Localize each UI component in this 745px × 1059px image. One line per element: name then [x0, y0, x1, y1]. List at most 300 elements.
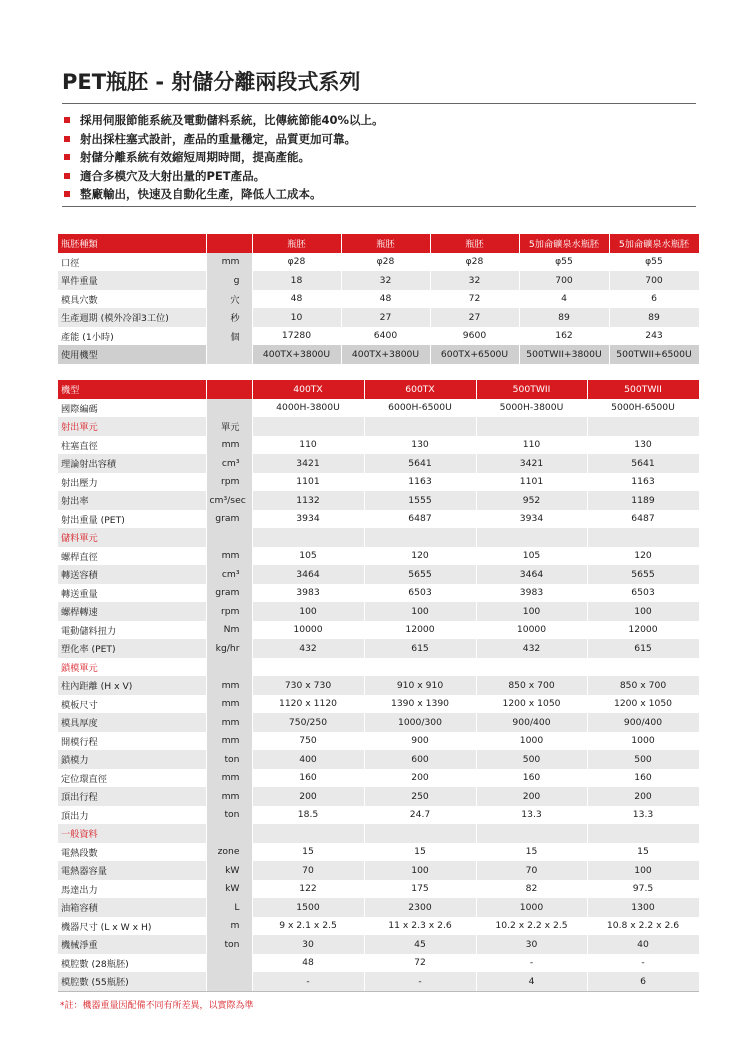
row-unit: 穴	[206, 290, 252, 309]
table-cell: 700	[609, 271, 699, 290]
table-row	[58, 584, 699, 603]
preform-spec-table	[58, 234, 700, 364]
row-label: 模具穴數	[58, 290, 206, 309]
table-cell	[587, 658, 699, 677]
row-label: 使用機型	[58, 345, 206, 364]
table-cell: 6487	[587, 510, 699, 529]
row-label: 轉送容積	[58, 565, 206, 584]
row-label: 柱內距離 (H x V)	[58, 676, 206, 695]
table-cell: 3983	[252, 584, 364, 603]
row-unit	[206, 824, 252, 843]
table-cell: 15	[364, 843, 476, 862]
table-cell: φ28	[341, 253, 430, 272]
table-cell: 27	[341, 308, 430, 327]
table-row	[58, 954, 699, 973]
row-unit: m	[206, 917, 252, 936]
table-cell: 48	[252, 290, 341, 309]
table-row	[58, 676, 699, 695]
table-cell: 1000	[476, 898, 587, 917]
table-cell: 1500	[252, 898, 364, 917]
bullet-square-icon	[64, 117, 70, 123]
row-unit: mm	[206, 695, 252, 714]
table-cell	[476, 824, 587, 843]
table-cell: 10.2 x 2.2 x 2.5	[476, 917, 587, 936]
table-cell	[252, 528, 364, 547]
row-label: 理論射出容積	[58, 454, 206, 473]
row-unit	[206, 658, 252, 677]
table-cell: 15	[252, 843, 364, 862]
table-cell: 432	[252, 639, 364, 658]
table-row	[58, 290, 699, 309]
table-row	[58, 621, 699, 640]
table-cell: 1390 x 1390	[364, 695, 476, 714]
table-cell: -	[587, 954, 699, 973]
table-row	[58, 253, 699, 272]
row-label: 射出重量 (PET)	[58, 510, 206, 529]
table-cell: φ55	[609, 253, 699, 272]
header-cell: 瓶胚	[252, 234, 341, 253]
table-cell: 1120 x 1120	[252, 695, 364, 714]
table-cell: 9 x 2.1 x 2.5	[252, 917, 364, 936]
row-label: 模具厚度	[58, 713, 206, 732]
table-cell: 100	[252, 602, 364, 621]
table-row	[58, 695, 699, 714]
table-row	[58, 510, 699, 529]
table-cell: 122	[252, 880, 364, 899]
table-cell: 200	[364, 769, 476, 788]
bullet-square-icon	[64, 191, 70, 197]
row-label: 頂出行程	[58, 787, 206, 806]
row-label: 螺桿轉速	[58, 602, 206, 621]
header-cell: 500TWII	[476, 380, 587, 399]
table-cell: 100	[364, 602, 476, 621]
table-cell: 3421	[476, 454, 587, 473]
row-unit: kg/hr	[206, 639, 252, 658]
row-unit: 個	[206, 327, 252, 346]
table-cell	[587, 528, 699, 547]
table-cell: 400TX+3800U	[341, 345, 430, 364]
table-cell: 5000H-6500U	[587, 399, 699, 418]
feature-item	[64, 130, 696, 149]
table-cell: 200	[476, 787, 587, 806]
table-cell: 130	[587, 436, 699, 455]
table-cell: 4000H-3800U	[252, 399, 364, 418]
table-row	[58, 769, 699, 788]
table-cell: 910 x 910	[364, 676, 476, 695]
feature-text: 射出採柱塞式設計，產品的重量穩定，品質更加可靠。	[80, 131, 356, 146]
table-cell: 500TWII+6500U	[609, 345, 699, 364]
table-cell	[587, 417, 699, 436]
row-unit: mm	[206, 769, 252, 788]
table-cell: 6400	[341, 327, 430, 346]
row-unit: mm	[206, 787, 252, 806]
row-label: 模腔數 (28瓶胚)	[58, 954, 206, 973]
table-cell: 100	[587, 861, 699, 880]
table-row	[58, 271, 699, 290]
row-unit: ton	[206, 750, 252, 769]
table-row	[58, 880, 699, 899]
table-row	[58, 327, 699, 346]
table-cell	[476, 658, 587, 677]
table-cell: 6000H-6500U	[364, 399, 476, 418]
row-unit	[206, 528, 252, 547]
features-divider	[62, 206, 696, 207]
table-row	[58, 308, 699, 327]
table-row	[58, 473, 699, 492]
row-unit: ton	[206, 935, 252, 954]
table-cell: 200	[252, 787, 364, 806]
table-row	[58, 491, 699, 510]
bullet-square-icon	[64, 154, 70, 160]
table-cell: 9600	[430, 327, 519, 346]
table-cell: 110	[252, 436, 364, 455]
row-label: 機械淨重	[58, 935, 206, 954]
table-cell: 500	[476, 750, 587, 769]
table-cell: 730 x 730	[252, 676, 364, 695]
table-cell: 600TX+6500U	[430, 345, 519, 364]
table-cell: 5655	[364, 565, 476, 584]
row-unit: rpm	[206, 473, 252, 492]
row-unit: rpm	[206, 602, 252, 621]
table-cell: 105	[252, 547, 364, 566]
feature-text: 適合多模穴及大射出量的PET產品。	[80, 168, 266, 183]
table-cell: 45	[364, 935, 476, 954]
table-cell: 13.3	[476, 806, 587, 825]
table-cell: 1132	[252, 491, 364, 510]
table-cell: 12000	[587, 621, 699, 640]
table-cell	[364, 658, 476, 677]
table-row	[58, 843, 699, 862]
row-label: 單件重量	[58, 271, 206, 290]
table-cell: 10000	[476, 621, 587, 640]
table-cell: 27	[430, 308, 519, 327]
table-cell	[364, 824, 476, 843]
row-label: 馬達出力	[58, 880, 206, 899]
table-row	[58, 565, 699, 584]
table-row	[58, 602, 699, 621]
table-cell: 600	[364, 750, 476, 769]
table-cell: 5641	[364, 454, 476, 473]
title-divider	[62, 103, 696, 104]
table-cell: 1000/300	[364, 713, 476, 732]
table-cell: 72	[364, 954, 476, 973]
table-cell: φ28	[252, 253, 341, 272]
table-cell	[476, 417, 587, 436]
table-row	[58, 732, 699, 751]
row-unit: zone	[206, 843, 252, 862]
table-cell: 1163	[587, 473, 699, 492]
header-cell: 500TWII	[587, 380, 699, 399]
header-cell: 瓶胚	[341, 234, 430, 253]
row-label: 模板尺寸	[58, 695, 206, 714]
row-label: 定位環直徑	[58, 769, 206, 788]
row-unit: kW	[206, 861, 252, 880]
feature-list	[64, 111, 696, 204]
bullet-square-icon	[64, 173, 70, 179]
row-label: 產能 (1小時)	[58, 327, 206, 346]
table-cell: 3983	[476, 584, 587, 603]
table-cell: 1189	[587, 491, 699, 510]
table-cell: 48	[252, 954, 364, 973]
row-label: 轉送重量	[58, 584, 206, 603]
table-row	[58, 917, 699, 936]
section-header-row	[58, 658, 699, 677]
table-cell: 24.7	[364, 806, 476, 825]
table-cell: -	[364, 972, 476, 991]
table-cell: 1200 x 1050	[587, 695, 699, 714]
table-row	[58, 787, 699, 806]
table-cell: φ28	[430, 253, 519, 272]
row-unit: mm	[206, 713, 252, 732]
table-cell: 900	[364, 732, 476, 751]
table-header-row	[58, 234, 699, 253]
table-cell: 110	[476, 436, 587, 455]
table-cell: 243	[609, 327, 699, 346]
table-cell: 13.3	[587, 806, 699, 825]
table-cell: -	[476, 954, 587, 973]
section-header-row	[58, 528, 699, 547]
table-cell: 1300	[587, 898, 699, 917]
header-cell: 600TX	[364, 380, 476, 399]
row-label: 塑化率 (PET)	[58, 639, 206, 658]
row-unit: ton	[206, 806, 252, 825]
table-row	[58, 898, 699, 917]
table-cell: 200	[587, 787, 699, 806]
table-cell: 30	[252, 935, 364, 954]
feature-item	[64, 167, 696, 186]
table-cell: 120	[587, 547, 699, 566]
table-cell: 18.5	[252, 806, 364, 825]
table-header-row	[58, 380, 699, 399]
table-cell: 175	[364, 880, 476, 899]
table-row	[58, 972, 699, 991]
table-row	[58, 639, 699, 658]
row-label: 機器尺寸 (L x W x H)	[58, 917, 206, 936]
table-cell: 3464	[476, 565, 587, 584]
table-row	[58, 436, 699, 455]
table-cell: 32	[341, 271, 430, 290]
feature-item	[64, 185, 696, 204]
row-label: 電熱段數	[58, 843, 206, 862]
header-unit	[206, 234, 252, 253]
table-cell: 500TWII+3800U	[519, 345, 609, 364]
table-cell: 1101	[476, 473, 587, 492]
table-cell: 100	[476, 602, 587, 621]
table-row	[58, 345, 699, 364]
row-label: 螺桿直徑	[58, 547, 206, 566]
table-cell: 15	[587, 843, 699, 862]
table-cell: 89	[609, 308, 699, 327]
table-cell: 1000	[476, 732, 587, 751]
table-cell: 6503	[587, 584, 699, 603]
row-label: 油箱容積	[58, 898, 206, 917]
table-cell: 400TX+3800U	[252, 345, 341, 364]
header-label: 瓶胚種類	[58, 234, 206, 253]
row-label: 電動儲料扭力	[58, 621, 206, 640]
table-cell: 82	[476, 880, 587, 899]
table-cell: 4	[519, 290, 609, 309]
table-cell: 5655	[587, 565, 699, 584]
table-cell: 97.5	[587, 880, 699, 899]
table-cell: 15	[476, 843, 587, 862]
table-cell: 10	[252, 308, 341, 327]
table-cell: 5641	[587, 454, 699, 473]
table-cell: 400	[252, 750, 364, 769]
row-label: 模腔數 (55瓶胚)	[58, 972, 206, 991]
table-cell: 160	[587, 769, 699, 788]
section-header-row	[58, 417, 699, 436]
table-cell: 130	[364, 436, 476, 455]
table-cell: 6	[587, 972, 699, 991]
table-cell: 17280	[252, 327, 341, 346]
row-unit: cm³/sec	[206, 491, 252, 510]
table-cell: 10000	[252, 621, 364, 640]
table-cell: 70	[476, 861, 587, 880]
table-cell: 500	[587, 750, 699, 769]
row-label: 國際編碼	[58, 399, 206, 418]
section-label: 射出單元	[58, 417, 206, 436]
row-unit: kW	[206, 880, 252, 899]
header-unit	[206, 380, 252, 399]
row-unit: Nm	[206, 621, 252, 640]
section-label: 鎖模單元	[58, 658, 206, 677]
row-unit: L	[206, 898, 252, 917]
feature-item	[64, 148, 696, 167]
table-cell: 3934	[476, 510, 587, 529]
row-unit: cm³	[206, 565, 252, 584]
table-cell	[587, 824, 699, 843]
table-cell: 2300	[364, 898, 476, 917]
table-row	[58, 750, 699, 769]
row-label: 生產週期 (模外冷卻3工位)	[58, 308, 206, 327]
table-cell: 750/250	[252, 713, 364, 732]
table-cell: 72	[430, 290, 519, 309]
row-label: 電熱器容量	[58, 861, 206, 880]
table-row	[58, 861, 699, 880]
table-cell: 160	[476, 769, 587, 788]
table-cell: 952	[476, 491, 587, 510]
table-cell: 11 x 2.3 x 2.6	[364, 917, 476, 936]
row-unit: mm	[206, 732, 252, 751]
table-cell: 30	[476, 935, 587, 954]
header-cell: 400TX	[252, 380, 364, 399]
table-cell: φ55	[519, 253, 609, 272]
footnote: *註：機器重量因配備不同有所差異，以實際為準	[60, 1001, 254, 1011]
table-cell	[252, 824, 364, 843]
table-cell: 250	[364, 787, 476, 806]
row-unit: mm	[206, 436, 252, 455]
page-title: PET瓶胚 - 射儲分離兩段式系列	[62, 70, 361, 94]
row-unit: 單元	[206, 417, 252, 436]
row-label: 柱塞直徑	[58, 436, 206, 455]
section-header-row	[58, 824, 699, 843]
feature-text: 整廠輸出，快速及自動化生產，降低人工成本。	[80, 187, 322, 201]
table-cell: 6487	[364, 510, 476, 529]
table-cell: 1000	[587, 732, 699, 751]
row-unit	[206, 954, 252, 973]
table-cell: 615	[587, 639, 699, 658]
table-cell: 105	[476, 547, 587, 566]
row-unit: mm	[206, 253, 252, 272]
table-cell: 1555	[364, 491, 476, 510]
row-label: 鎖模力	[58, 750, 206, 769]
table-row	[58, 399, 699, 418]
row-unit: gram	[206, 510, 252, 529]
bullet-square-icon	[64, 136, 70, 142]
header-cell: 瓶胚	[430, 234, 519, 253]
feature-text: 採用伺服節能系統及電動儲料系統，比傳統節能40%以上。	[80, 113, 384, 127]
table-cell: 18	[252, 271, 341, 290]
table-cell: 120	[364, 547, 476, 566]
row-label: 頂出力	[58, 806, 206, 825]
table-cell: 615	[364, 639, 476, 658]
table-cell: 850 x 700	[476, 676, 587, 695]
section-label: 一般資料	[58, 824, 206, 843]
row-unit: gram	[206, 584, 252, 603]
table-cell: 900/400	[587, 713, 699, 732]
table-cell: 89	[519, 308, 609, 327]
table-cell: 700	[519, 271, 609, 290]
row-unit	[206, 345, 252, 364]
row-unit: 秒	[206, 308, 252, 327]
table-cell: 3464	[252, 565, 364, 584]
table-cell: 48	[341, 290, 430, 309]
header-label: 機型	[58, 380, 206, 399]
table-cell: 32	[430, 271, 519, 290]
table-row	[58, 454, 699, 473]
feature-text: 射儲分離系統有效縮短周期時間，提高產能。	[80, 150, 310, 164]
row-unit: mm	[206, 547, 252, 566]
table-cell	[476, 528, 587, 547]
row-label: 口徑	[58, 253, 206, 272]
table-cell: 100	[587, 602, 699, 621]
table-cell: 1200 x 1050	[476, 695, 587, 714]
table-cell: 3421	[252, 454, 364, 473]
table-cell: 12000	[364, 621, 476, 640]
table-cell: 6503	[364, 584, 476, 603]
table-cell: 160	[252, 769, 364, 788]
row-unit: mm	[206, 676, 252, 695]
machine-spec-table	[58, 380, 700, 991]
row-unit: cm³	[206, 454, 252, 473]
header-cell: 5加侖礦泉水瓶胚	[609, 234, 699, 253]
table-cell	[252, 417, 364, 436]
table-cell	[364, 528, 476, 547]
table-cell: 70	[252, 861, 364, 880]
table-cell: 850 x 700	[587, 676, 699, 695]
row-label: 射出率	[58, 491, 206, 510]
table-row	[58, 935, 699, 954]
table-cell: 900/400	[476, 713, 587, 732]
row-unit: g	[206, 271, 252, 290]
table-cell: 100	[364, 861, 476, 880]
table-cell: 3934	[252, 510, 364, 529]
table-row	[58, 806, 699, 825]
table-cell: -	[252, 972, 364, 991]
table-row	[58, 547, 699, 566]
row-unit	[206, 399, 252, 418]
table-cell	[364, 417, 476, 436]
table-cell: 750	[252, 732, 364, 751]
table-cell: 5000H-3800U	[476, 399, 587, 418]
row-label: 射出壓力	[58, 473, 206, 492]
table-cell: 10.8 x 2.2 x 2.6	[587, 917, 699, 936]
table-cell: 4	[476, 972, 587, 991]
table-cell: 432	[476, 639, 587, 658]
table-row	[58, 713, 699, 732]
table-bottom-divider	[58, 991, 699, 992]
feature-item	[64, 111, 696, 130]
